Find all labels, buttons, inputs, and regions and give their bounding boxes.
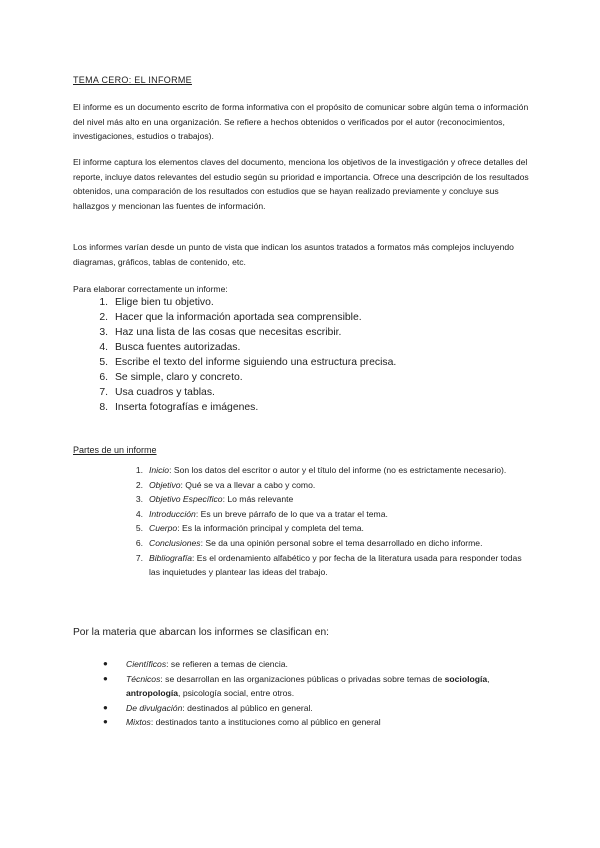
bullet-icon: ●	[103, 702, 108, 712]
paragraph-formats: Los informes varían desde un punto de vista que indican los asuntos tratados a formatos más complejos incluyendo diagramas, gráficos, tablas de contenido, etc.	[73, 242, 514, 267]
list-item: ● Científicos: se refieren a temas de ciencia.	[103, 657, 533, 672]
list-item: ● Técnicos: se desarrollan en las organizaciones públicas o privadas sobre temas de sociología, antropología, psicología social, entre otros.	[103, 672, 533, 701]
list-item: ● Mixtos: destinados tanto a instituciones como al público en general	[103, 715, 533, 730]
classification-intro: Por la materia que abarcan los informes se clasifican en:	[73, 627, 329, 638]
list-item: 4. Introducción: Es un breve párrafo de lo que va a tratar el tema.	[135, 508, 388, 519]
bullet-icon: ●	[103, 673, 108, 683]
list-item: 1. Elige bien tu objetivo.	[99, 297, 214, 308]
list-item: ● De divulgación: destinados al público en general.	[103, 701, 533, 716]
list-item: 8. Inserta fotografías e imágenes.	[99, 402, 259, 413]
bullet-icon: ●	[103, 659, 108, 668]
parts-list	[113, 463, 533, 580]
classification-list	[103, 657, 533, 730]
bullet-icon: ●	[103, 717, 108, 727]
list-item: 7. Usa cuadros y tablas.	[99, 387, 215, 398]
list-item: 5. Cuerpo: Es la información principal y completa del tema.	[135, 523, 364, 534]
list-item: 6. Se simple, claro y concreto.	[99, 372, 243, 383]
paragraph-definition: El informe es un documento escrito de forma informativa con el propósito de comunicar sobre algún tema o información del nivel más alto en una organización. Se refiere a hechos obtenidos o verificados por el autor (reconocimientos, investigaciones, estudios o trabajos).	[73, 102, 529, 142]
list-item: 2. Objetivo: Qué se va a llevar a cabo y como.	[135, 479, 316, 490]
paragraph-content: El informe captura los elementos claves del documento, menciona los objetivos de la investigación y ofrece detalles del reporte, incluye datos relevantes del estudio según su prioridad e importancia. Ofrece una descripción de los resultados obtenidos, una comparación de los resultados con estudios que se hayan realizado previamente y concluye sus hallazgos y mencionan las fuentes de información.	[73, 157, 529, 211]
list-item: 1. Inicio: Son los datos del escritor o autor y el título del informe (no es estrictamente necesario).	[135, 465, 507, 475]
list-item: 3. Haz una lista de las cosas que necesitas escribir.	[99, 327, 342, 338]
list-item: 5. Escribe el texto del informe siguiendo una estructura precisa.	[99, 357, 397, 368]
parts-heading: Partes de un informe	[73, 445, 157, 455]
list-item: 4. Busca fuentes autorizadas.	[99, 342, 241, 353]
list-item: 3. Objetivo Específico: Lo más relevante	[135, 494, 294, 505]
document-title: TEMA CERO: EL INFORME	[73, 75, 192, 85]
steps-list	[73, 295, 396, 415]
list-item: 6. Conclusiones: Se da una opinión personal sobre el tema desarrollado en dicho informe.	[135, 537, 483, 548]
list-item: 7. Bibliografía: Es el ordenamiento alfabético y por fecha de la literatura usada para responder todas las inquietudes y plantear las ideas del trabajo.	[135, 552, 522, 578]
paragraph-steps-intro: Para elaborar correctamente un informe:	[73, 284, 228, 294]
list-item: 2. Hacer que la información aportada sea comprensible.	[99, 312, 362, 323]
